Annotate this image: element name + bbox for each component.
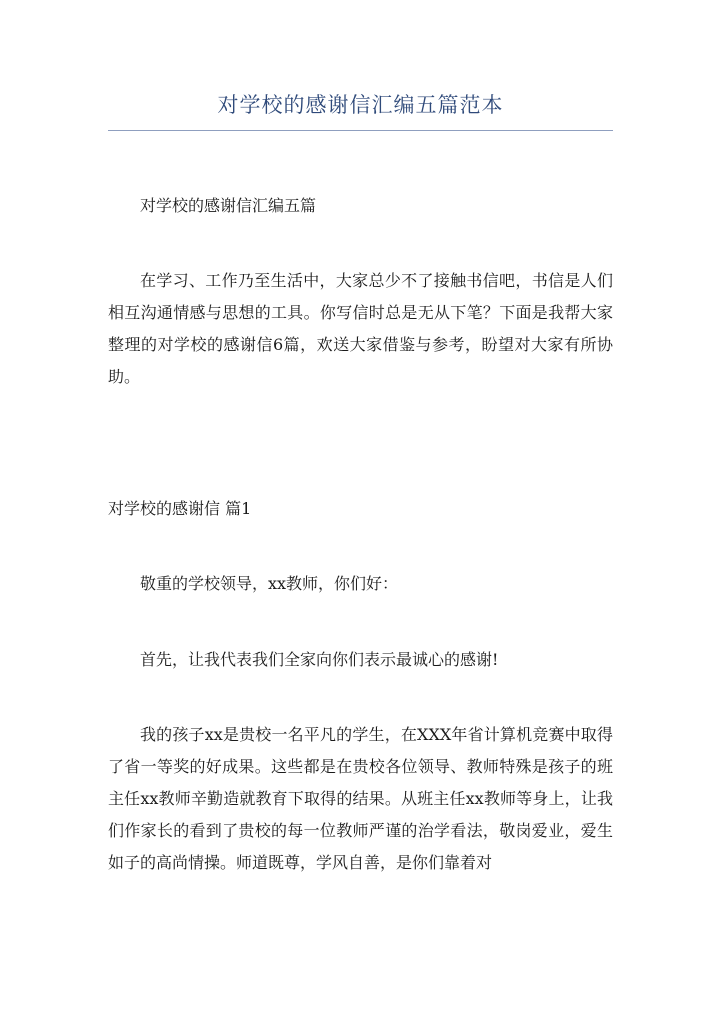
thanks-paragraph: 首先，让我代表我们全家向你们表示最诚心的感谢! <box>140 650 499 669</box>
title-divider <box>108 130 613 131</box>
greeting-paragraph: 敬重的学校领导，xx教师，你们好： <box>140 574 399 593</box>
body-paragraph: 我的孩子xx是贵校一名平凡的学生，在XXX年省计算机竞赛中取得了省一等奖的好成果。这些都是在贵校各位领导、教师特殊是孩子的班主任xx教师辛勤造就教育下取得的结果。从班主任xx教师等身上，让我们作家长的看到了贵校的每一位教师严谨的治学看法，敬岗爱业，爱生如子的高尚情操。师道既尊，学风自善，是你们靠着对 <box>108 725 613 872</box>
section-heading: 对学校的感谢信 篇1 <box>108 499 252 518</box>
subtitle-paragraph: 对学校的感谢信汇编五篇 <box>140 196 317 215</box>
document-title: 对学校的感谢信汇编五篇范本 <box>217 93 504 117</box>
intro-paragraph: 在学习、工作乃至生活中，大家总少不了接触书信吧，书信是人们相互沟通情感与思想的工具。你写信时总是无从下笔？下面是我帮大家整理的对学校的感谢信6篇，欢送大家借鉴与参考，盼望对大家有所协助。 <box>108 271 613 386</box>
